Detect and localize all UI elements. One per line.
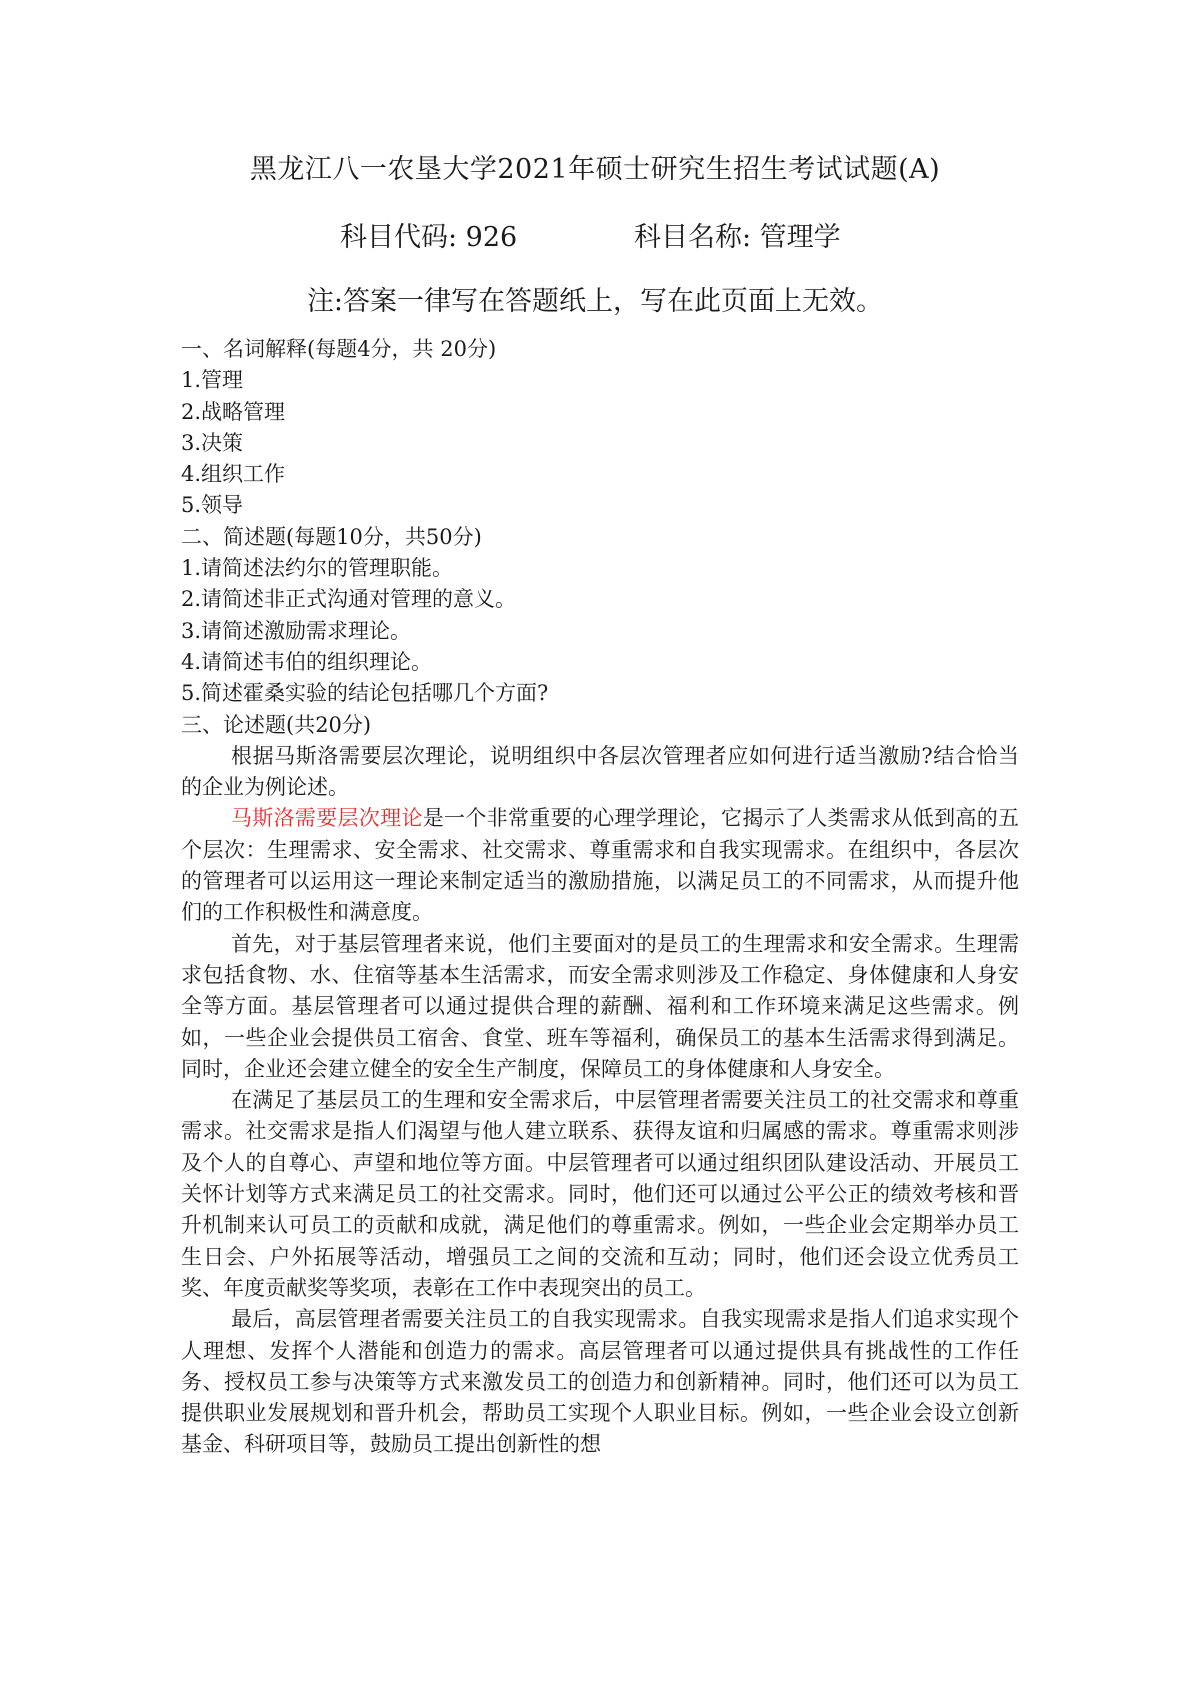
- answer-paragraph: [181, 803, 1019, 928]
- list-item: 3.请简述激励需求理论。: [181, 618, 412, 643]
- highlighted-term: 马斯洛需要层次理论: [231, 806, 423, 831]
- list-item: 4.请简述韦伯的组织理论。: [181, 649, 433, 674]
- essay-question: 根据马斯洛需要层次理论，说明组织中各层次管理者应如何进行适当激励?结合恰当的企业为例论述。: [181, 743, 1019, 800]
- answer-paragraph: 首先，对于基层管理者来说，他们主要面对的是员工的生理需求和安全需求。生理需求包括食物、水、住宿等基本生活需求，而安全需求则涉及工作稳定、身体健康和人身安全等方面。基层管理者可以通过提供合理的薪酬、福利和工作环境来满足这些需求。例如，一些企业会提供员工宿舍、食堂、班车等福利，确保员工的基本生活需求得到满足。同时，企业还会建立健全的安全生产制度，保障员工的身体健康和人身安全。: [181, 931, 1019, 1081]
- subject-info: [0, 218, 1190, 258]
- list-item: 2.请简述非正式沟通对管理的意义。: [181, 587, 517, 612]
- section-heading: 三、论述题(共20分): [181, 712, 372, 737]
- paragraph-text: 是一个非常重要的心理学理论，它揭示了人类需求从低到高的五个层次：生理需求、安全需求、社交需求、尊重需求和自我实现需求。在组织中，各层次的管理者可以运用这一理论来制定适当的激励措施，以满足员工的不同需求，从而提升他们的工作积极性和满意度。: [181, 806, 1019, 925]
- section-heading: 二、简述题(每题10分，共50分): [181, 524, 482, 549]
- section-heading: 一、名词解释(每题4分，共 20分): [181, 337, 497, 361]
- exam-title: 黑龙江八一农垦大学2021年硕士研究生招生考试试题(A): [249, 154, 941, 185]
- subject-code: 科目代码: 926: [340, 222, 518, 253]
- list-item: 2.战略管理: [181, 399, 286, 424]
- subject-name: 科目名称: 管理学: [634, 222, 841, 253]
- list-item: 3.决策: [181, 430, 244, 455]
- list-item: 5.领导: [181, 493, 244, 518]
- list-item: 1.管理: [181, 368, 244, 393]
- list-item: 1.请简述法约尔的管理职能。: [181, 556, 454, 581]
- answer-note: 注:答案一律写在答题纸上，写在此页面上无效。: [306, 286, 884, 317]
- exam-body: [181, 334, 1019, 1461]
- answer-paragraph: 最后，高层管理者需要关注员工的自我实现需求。自我实现需求是指人们追求实现个人理想、发挥个人潜能和创造力的需求。高层管理者可以通过提供具有挑战性的工作任务、授权员工参与决策等方式来激发员工的创造力和创新精神。同时，他们还可以为员工提供职业发展规划和晋升机会，帮助员工实现个人职业目标。例如，一些企业会设立创新基金、科研项目等，鼓励员工提出创新性的想: [181, 1307, 1019, 1457]
- list-item: 5.简述霍桑实验的结论包括哪几个方面?: [181, 681, 549, 706]
- answer-paragraph: 在满足了基层员工的生理和安全需求后，中层管理者需要关注员工的社交需求和尊重需求。社交需求是指人们渴望与他人建立联系、获得友谊和归属感的需求。尊重需求则涉及个人的自尊心、声望和地位等方面。中层管理者可以通过组织团队建设活动、开展员工关怀计划等方式来满足员工的社交需求。同时，他们还可以通过公平公正的绩效考核和晋升机制来认可员工的贡献和成就，满足他们的尊重需求。例如，一些企业会定期举办员工生日会、户外拓展等活动，增强员工之间的交流和互动；同时，他们还会设立优秀员工奖、年度贡献奖等奖项，表彰在工作中表现突出的员工。: [181, 1088, 1019, 1300]
- list-item: 4.组织工作: [181, 462, 286, 487]
